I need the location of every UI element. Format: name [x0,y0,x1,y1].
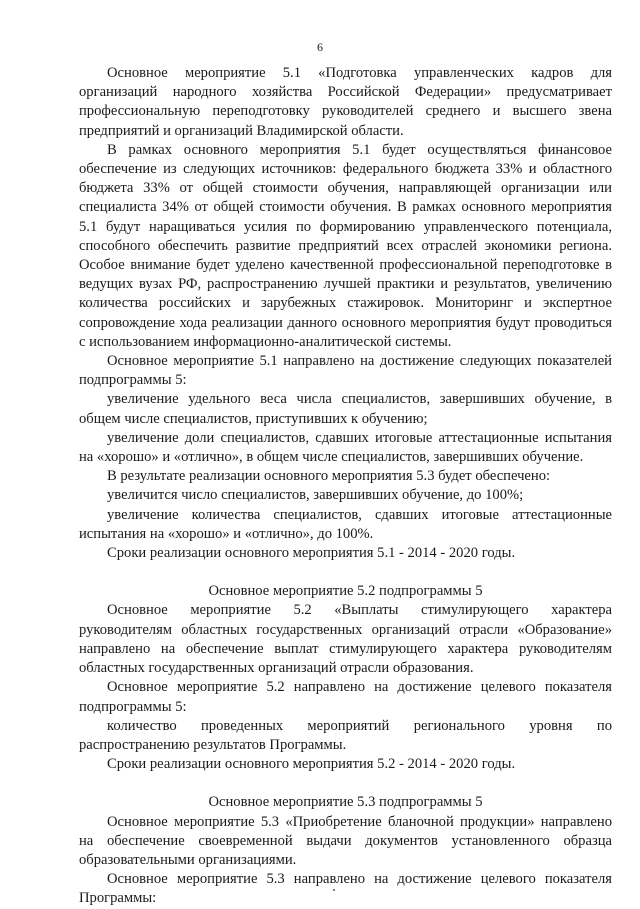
list-item: увеличение удельного веса числа специалистов, завершивших обучение, в общем числе специалистов, приступивших к обучению; [79,391,612,427]
paragraph: Основное мероприятие 5.2 направлено на достижение целевого показателя подпрограммы 5: [79,679,612,715]
paragraph: Основное мероприятие 5.1 «Подготовка управленческих кадров для организаций народного хозяйства Российской Федерации» предусматривает профессиональную переподготовку руководителей среднего и высшего звена предприятий и организаций Владимирской области. [79,65,612,139]
list-item: увеличится число специалистов, завершивших обучение, до 100%; [107,487,524,504]
paragraph: Основное мероприятие 5.3 направлено на достижение целевого показателя Программы: [79,871,612,907]
paragraph: Основное мероприятие 5.2 «Выплаты стимулирующего характера руководителям областных государственных организаций отрасли «Образование» направлено на обеспечение выплат стимулирующего характера руководителям областных государственных организаций отрасли образования. [79,602,612,677]
section-heading: Основное мероприятие 5.3 подпрограммы 5 [208,794,483,811]
list-item: увеличение доли специалистов, сдавших итоговые аттестационные испытания на «хорошо» и «отлично», в общем числе специалистов, завершивших обучение. [79,429,612,466]
paragraph: Основное мероприятие 5.1 направлено на достижение следующих показателей подпрограммы 5: [79,353,612,389]
paragraph: В рамках основного мероприятия 5.1 будет осуществляться финансовое обеспечение из следующих источников: федерального бюджета 33% и областного бюджета 33% от общей стоимости обучения, направляющей организации или специалиста 34% от общей стоимости обучения. В рамках основного мероприятия 5.1 будут наращиваться усилия по формированию управленческого потенциала, способного обеспечить развитие предприятий всех отраслей экономики региона. Особое внимание будет уделено качественной профессиональной переподготовке в ведущих вузах РФ, распространению лучшей практики и результатов, увеличению количества российских и зарубежных стажировок. Мониторинг и экспертное сопровождение хода реализации данного основного мероприятия будут проводиться с использованием информационно-аналитической системы. [79,141,612,350]
paragraph: Основное мероприятие 5.3 «Приобретение бланочной продукции» направлено на обеспечение своевременной выдачи документов установленного образца образовательными организациями. [79,813,612,868]
list-item: количество проведенных мероприятий регионального уровня по распространению результатов Программы. [79,717,612,753]
page-number: 6 [317,40,323,54]
paragraph: Сроки реализации основного мероприятия 5.1 - 2014 - 2020 годы. [107,545,516,562]
section-spacer [79,563,612,582]
list-item: увеличение количества специалистов, сдавших итоговые аттестационные испытания на «хорошо» и «отлично», до 100%. [79,506,612,542]
scan-speck [333,889,335,891]
paragraph: В результате реализации основного мероприятия 5.3 будет обеспечено: [107,468,551,485]
document-body [79,64,612,909]
section-heading: Основное мероприятие 5.2 подпрограммы 5 [208,583,483,600]
paragraph: Сроки реализации основного мероприятия 5.2 - 2014 - 2020 годы. [107,756,516,773]
section-spacer [79,774,612,793]
